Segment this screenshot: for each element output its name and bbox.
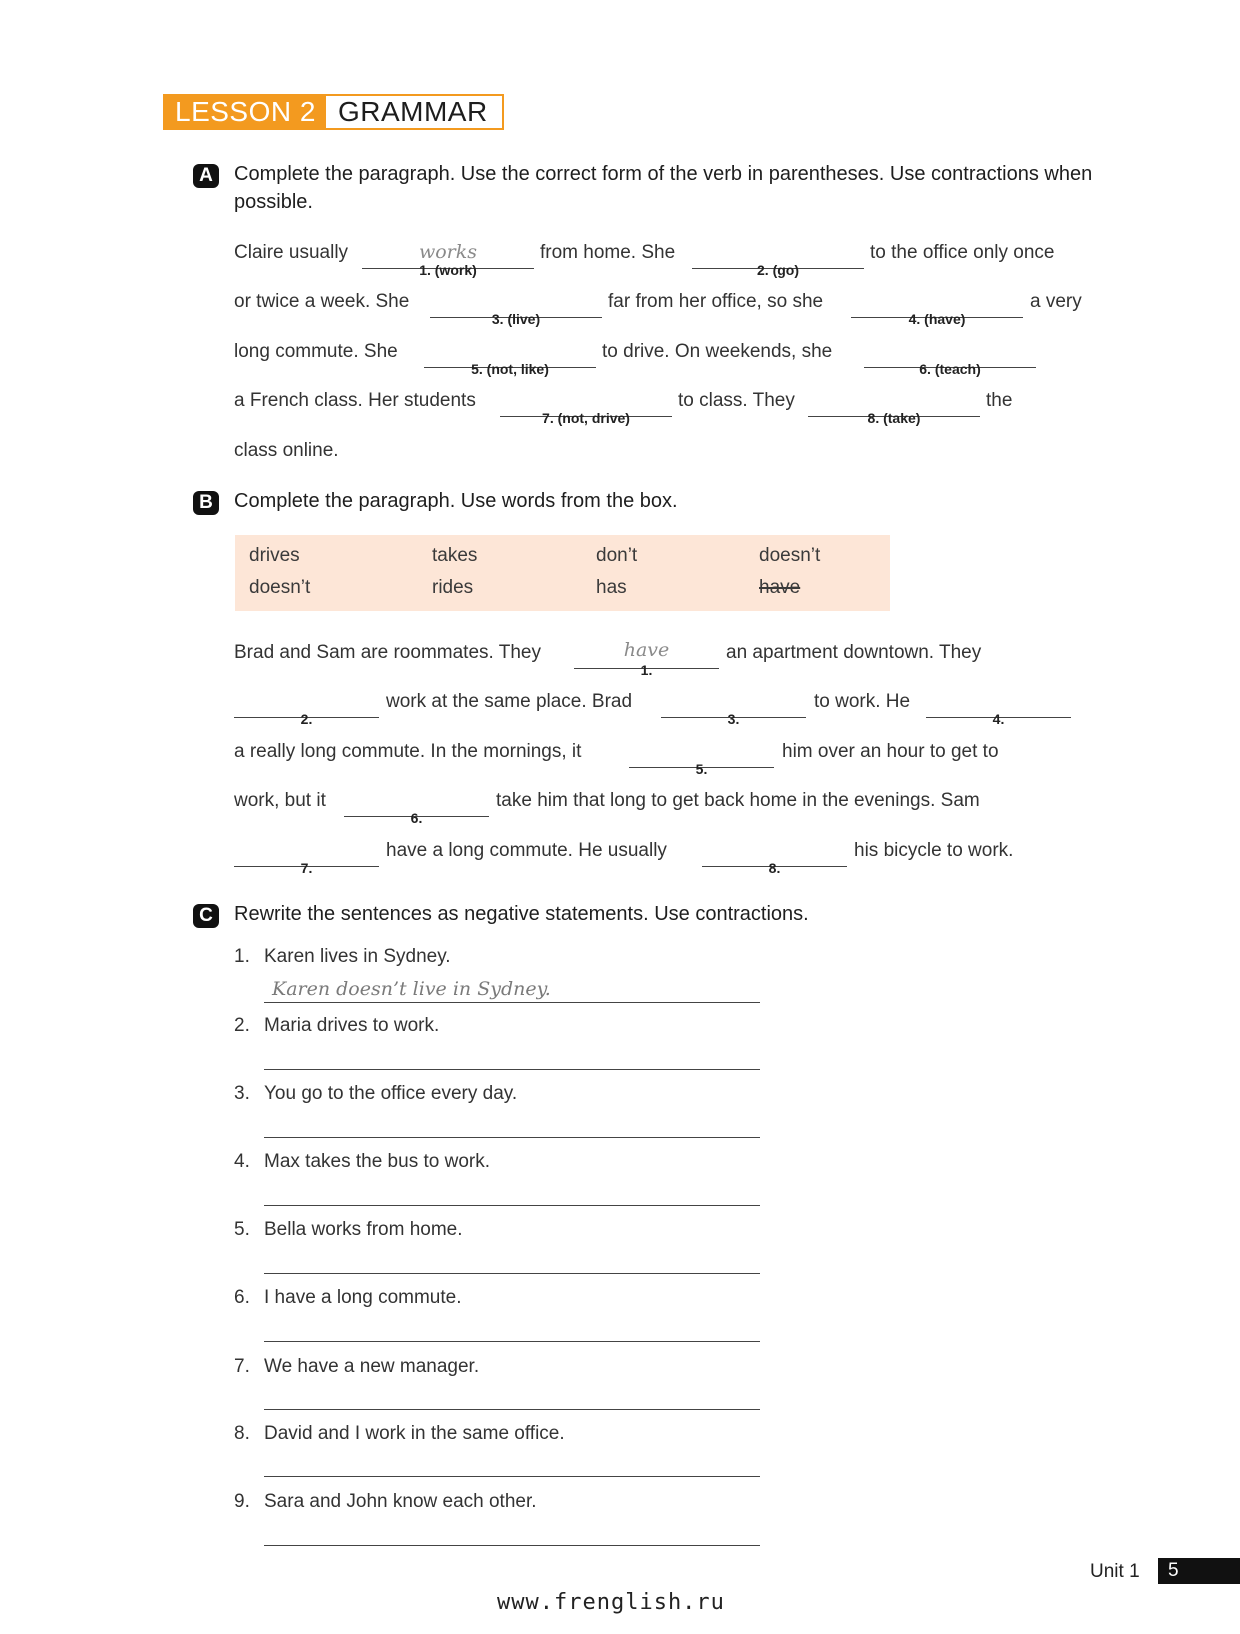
blank-cue: 8. (take) — [867, 410, 921, 426]
item-number: 4. — [234, 1151, 250, 1172]
paragraph-text: long commute. She — [234, 341, 398, 362]
item-sentence: You go to the office every day. — [264, 1083, 518, 1104]
blank-cue: 7. — [300, 860, 313, 876]
answer-text: works — [418, 241, 478, 263]
answer-line[interactable] — [264, 1273, 760, 1274]
paragraph-text: or twice a week. She — [234, 291, 410, 312]
paragraph-text: to drive. On weekends, she — [602, 341, 833, 362]
paragraph-text: work at the same place. Brad — [386, 691, 633, 712]
section-a-marker: A — [193, 164, 219, 188]
item-number: 9. — [234, 1491, 250, 1512]
paragraph-text: the — [986, 390, 1013, 411]
word-box-item: doesn’t — [759, 545, 821, 566]
answer-line[interactable] — [264, 1069, 760, 1070]
blank-cue: 3. — [727, 711, 740, 727]
word-box-item: don’t — [596, 545, 638, 566]
word-box — [235, 535, 890, 611]
paragraph-text: class online. — [234, 440, 339, 461]
item-number: 5. — [234, 1219, 250, 1240]
blank-cue: 2. (go) — [757, 262, 799, 278]
answer-line[interactable] — [264, 1205, 760, 1206]
section-b-marker: B — [193, 491, 219, 515]
item-number: 2. — [234, 1015, 250, 1036]
item-answer: Karen doesn’t live in Sydney. — [272, 978, 551, 1000]
answer-line[interactable] — [264, 1341, 760, 1342]
paragraph-text: to work. He — [814, 691, 911, 712]
blank-cue: 7. (not, drive) — [542, 410, 630, 426]
page-number: 5 — [1158, 1558, 1240, 1584]
paragraph-text: have a long commute. He usually — [386, 840, 667, 861]
section-c-marker: C — [193, 904, 219, 928]
word-box-item: rides — [432, 577, 474, 598]
paragraph-text: a very — [1030, 291, 1082, 312]
item-sentence: Maria drives to work. — [264, 1015, 440, 1036]
section-b-instruction: Complete the paragraph. Use words from the box. — [234, 490, 678, 512]
paragraph-text: Claire usually — [234, 242, 349, 263]
word-box-item: takes — [432, 545, 478, 566]
answer-line[interactable] — [264, 1476, 760, 1477]
blank-cue: 5. — [695, 761, 708, 777]
answer-line[interactable] — [264, 1137, 760, 1138]
word-box-item: has — [596, 577, 627, 598]
blank-cue: 3. (live) — [491, 311, 541, 327]
paragraph-text: his bicycle to work. — [854, 840, 1014, 861]
paragraph-text: a French class. Her students — [234, 390, 476, 411]
answer-text: have — [623, 639, 670, 661]
answer-line[interactable] — [264, 1409, 760, 1410]
item-number: 6. — [234, 1287, 250, 1308]
word-box-item-crossed: have — [759, 577, 801, 598]
blank-cue: 6. (teach) — [919, 361, 981, 377]
blank-cue: 4. — [992, 711, 1005, 727]
item-number: 8. — [234, 1423, 250, 1444]
lesson-title: GRAMMAR — [326, 96, 502, 128]
item-sentence: Karen lives in Sydney. — [264, 946, 451, 967]
paragraph-text: to class. They — [678, 390, 795, 411]
item-sentence: Max takes the bus to work. — [264, 1151, 490, 1172]
blank-cue: 5. (not, like) — [471, 361, 549, 377]
unit-label: Unit 1 — [1090, 1561, 1140, 1582]
paragraph-text: to the office only once — [870, 242, 1055, 263]
blank-cue: 4. (have) — [908, 311, 966, 327]
item-sentence: David and I work in the same office. — [264, 1423, 565, 1444]
item-number: 1. — [234, 946, 250, 967]
item-number: 3. — [234, 1083, 250, 1104]
blank-cue: 2. — [300, 711, 313, 727]
paragraph-text: Brad and Sam are roommates. They — [234, 642, 541, 663]
item-number: 7. — [234, 1356, 250, 1377]
item-sentence: I have a long commute. — [264, 1287, 462, 1308]
answer-line[interactable] — [264, 1002, 760, 1003]
section-a-instruction: Complete the paragraph. Use the correct form of the verb in parentheses. Use contractions when possible. — [234, 163, 1093, 213]
paragraph-text: far from her office, so she — [608, 291, 824, 312]
section-c-instruction: Rewrite the sentences as negative statements. Use contractions. — [234, 903, 809, 925]
blank-cue: 1. (work) — [419, 262, 477, 278]
item-sentence: Bella works from home. — [264, 1219, 463, 1240]
paragraph-text: him over an hour to get to — [782, 741, 999, 762]
paragraph-text: a really long commute. In the mornings, it — [234, 741, 582, 762]
blank-cue: 8. — [768, 860, 781, 876]
website-watermark: www.frenglish.ru — [497, 1590, 725, 1615]
paragraph-text: work, but it — [234, 790, 326, 811]
word-box-item: drives — [249, 545, 300, 566]
paragraph-text: an apartment downtown. They — [726, 642, 982, 663]
blank-cue: 1. — [640, 662, 653, 678]
paragraph-text: from home. She — [540, 242, 676, 263]
lesson-header — [163, 94, 504, 130]
word-box-item: doesn’t — [249, 577, 311, 598]
answer-line[interactable] — [264, 1545, 760, 1546]
item-sentence: We have a new manager. — [264, 1356, 480, 1377]
lesson-number: LESSON 2 — [165, 96, 326, 128]
blank-cue: 6. — [410, 810, 423, 826]
paragraph-text: take him that long to get back home in the evenings. Sam — [496, 790, 980, 811]
item-sentence: Sara and John know each other. — [264, 1491, 537, 1512]
